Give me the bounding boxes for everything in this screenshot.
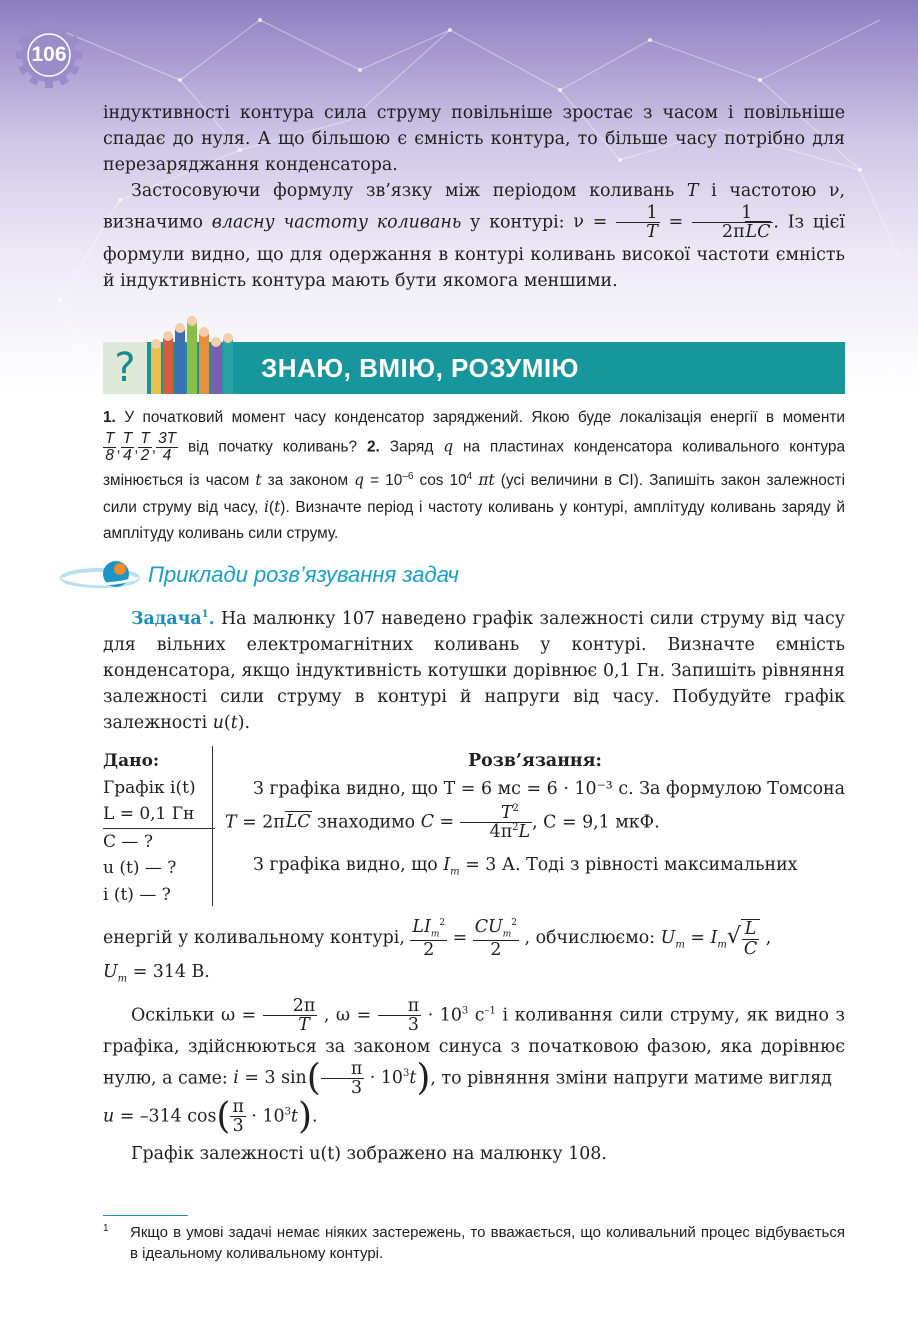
- know-can-understand-banner: [103, 342, 845, 394]
- charge-law-formula: $q = 10^{-6}$ $\cos 10^4$ πt: [354, 471, 495, 490]
- frequency-formula: ν = $\frac{1}{T}$ = $\frac{1}{\text{2πLC}}$: [573, 212, 773, 232]
- intro-paragraph-1: індуктивності контура сила струму повільніше зростає з часом і повільніше спадає до нуля. А що більшою є ємність контура, то більше часу потрібно для перезаряджання конденсатора.: [103, 103, 845, 175]
- given-divider: [212, 746, 213, 906]
- questions-block: 1. У початковий момент часу конденсатор заряджений. Якою буде локалізація енергії в моменти $\frac{T}{8}$ , $\frac{T}{4}$ , $\frac{T}{2}$ , $\frac{3T}{4}$ від початку коливань? 2. Заряд q на пластинах конденсатора коливального контура змінюється із часом t за законом $q = 10^{-6}$ $\cos 10^4$ πt (усі величини в СІ). Запишіть закон залежності сили струму від часу, i(t). Визначте період і частоту коливань у контурі, амплітуду коливань заряду й амплітуду коливань сили струму.: [103, 409, 846, 543]
- solution-block: [225, 748, 845, 885]
- given-item: Графік i(t): [103, 777, 196, 798]
- task-text: Задача$^1$. На малюнку 107 наведено графік залежності сили струму від часу для вільних електромагнітних коливань у контурі. Визначте ємність конденсатора, якщо індуктивність котушки дорівнює 0,1 Гн. Запишіть рівняння залежності сили струму в контурі й напруги від часу. Побудуйте графік залежності u(t).: [103, 608, 845, 733]
- page-number: 106: [31, 43, 67, 66]
- given-item: i (t) — ?: [103, 884, 171, 905]
- intro-text: [103, 100, 845, 294]
- footnote-text: Якщо в умові задачі немає ніяких застережень, то вважається, що коливальний процес відбувається в ідеальному коливальному контурі.: [130, 1224, 845, 1262]
- solution-header: Розв’язання:: [468, 751, 602, 771]
- section-title: Приклади розв’язування задач: [148, 562, 459, 587]
- raised-hands-icon: [147, 316, 247, 394]
- given-block: [103, 748, 213, 908]
- solution-line-4: $U_m = 314$ В.: [103, 962, 210, 985]
- given-header: Дано:: [103, 751, 160, 771]
- solution-line-6: Графік залежності u(t) зображено на малюнку 108.: [131, 1144, 607, 1165]
- given-item: L = 0,1 Гн: [103, 801, 215, 829]
- voltage-equation: u = –314 cos( $\frac{\pi}{3}$ · $10^3t$).: [103, 1095, 318, 1137]
- thomson-formula: T = 2πLC: [225, 812, 311, 833]
- solution-line-1: З графіка видно, що T = 6 мс = 6 · 10⁻³ с. За формулою Томсона T = 2πLC знаходимо C = $\frac{T^2}{4\pi^2L}$ , C = 9,1 мкФ.: [225, 779, 846, 843]
- given-item: u (t) — ?: [103, 858, 177, 878]
- solution-line-3: енергій у коливальному контурі, $\frac{LI_m^2}{2}$ = $\frac{CU_m^2}{2}$ , обчислюємо: $U_m = I_m√$ $\frac{L}{C}$ ,: [103, 917, 772, 960]
- solution-continued: [103, 918, 845, 1167]
- intro-paragraph-2: Застосовуючи формулу зв’язку між періодом коливань T і частотою ν, визначимо власну частоту коливань у контурі: ν = $\frac{1}{T}$ = $\frac{1}{\text{2πLC}}$ . Із цієї формули видно, що для одержання в контурі коливань високої частоти ємність й індуктивність контура мають бути якомога меншими.: [103, 181, 846, 291]
- task-label: Задача$^1$.: [131, 608, 215, 629]
- given-item: C — ?: [103, 831, 153, 852]
- question-mark-icon: ?: [114, 345, 136, 391]
- solution-line-5: Оскільки ω = $\frac{2\pi}{T}$ , ω = $\frac{\pi}{3}$ · $10^3$ $с^{-1}$ і коливання сили струму, як видно з графіка, здійснюються за законом синуса з початковою фазою, яка дорівнює нулю, а саме: i = 3 sin( $\frac{\pi}{3}$ · $10^3t$), то рівняння зміни напруги матиме вигляд: [103, 995, 845, 1099]
- footnote-divider: [103, 1215, 188, 1216]
- planet-orbit-icon: [60, 556, 146, 600]
- solution-line-2: З графіка видно, що $I_m = 3$ А. Тоді з рівності максимальних: [253, 854, 798, 877]
- section-heading: [60, 556, 860, 600]
- footnote: [103, 1222, 845, 1264]
- time-fractions: $\frac{T}{8}$ , $\frac{T}{4}$ , $\frac{T}{2}$ , $\frac{3T}{4}$: [105, 430, 177, 465]
- banner-title: ЗНАЮ, ВМІЮ, РОЗУМІЮ: [261, 353, 579, 383]
- footnote-mark: 1: [103, 1223, 109, 1234]
